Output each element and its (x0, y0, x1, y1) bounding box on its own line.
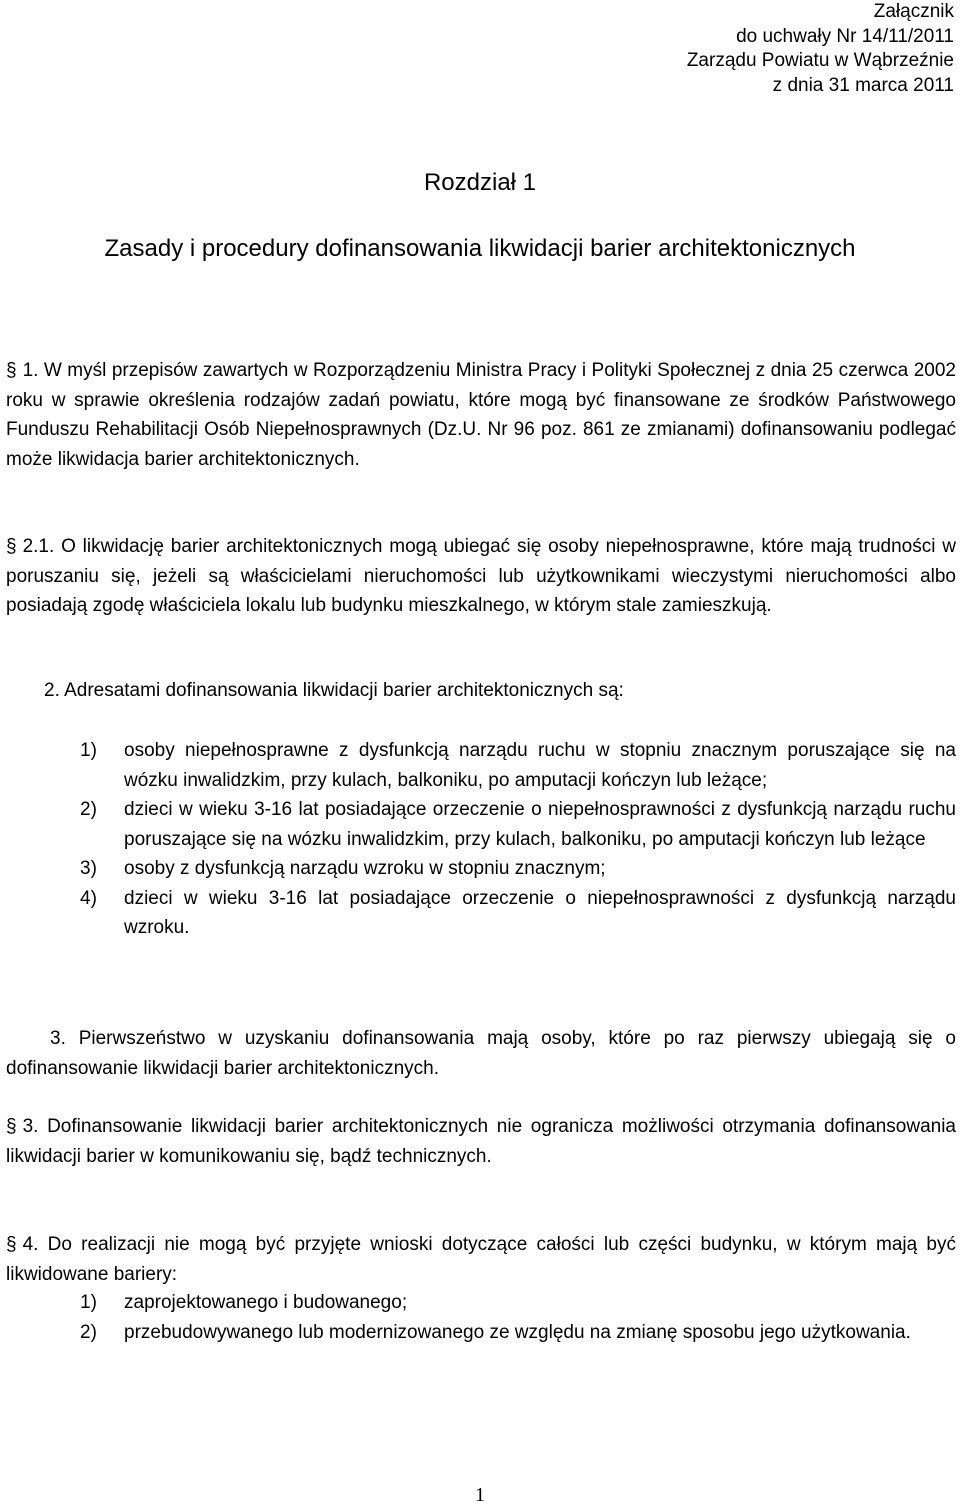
list-item-number: 2) (80, 799, 97, 820)
document-title: Zasady i procedury dofinansowania likwidacji barier architektonicznych (104, 235, 856, 262)
section-text: 3. Dofinansowanie likwidacji barier architektonicznych nie ogranicza możliwości otrzymania dofinansowania likwidacji barier w komunikowaniu się, bądź technicznych. (6, 1116, 956, 1167)
header-line: do uchwały Nr 14/11/2011 (736, 25, 954, 47)
attachment-header (687, 0, 954, 98)
page-number: 1 (475, 1484, 485, 1506)
section-text: 4. Do realizacji nie mogą być przyjęte wnioski dotyczące całości lub części budynku, w którym mają być likwidowane bariery: (6, 1234, 956, 1285)
list-item (80, 1318, 956, 1348)
list-item-text: dzieci w wieku 3-16 lat posiadające orzeczenie o niepełnosprawności z dysfunkcją narządu wzroku. (124, 887, 956, 938)
list-item (80, 1288, 956, 1318)
section-mark: § (6, 360, 17, 381)
section-text: 2.1. O likwidację barier architektonicznych mogą ubiegać się osoby niepełnosprawne, które mają trudności w poruszaniu się, jeżeli są właścicielami nieruchomości lub użytkownikami wieczystymi nieruchomości albo posiadają zgodę właściciela lokalu lub budynku mieszkalnego, w którym stale zamieszkują. (6, 536, 956, 616)
section-2-3: 3. Pierwszeństwo w uzyskaniu dofinansowania mają osoby, które po raz pierwszy ubiegają się o dofinansowanie likwidacji barier architektonicznych. (6, 1028, 956, 1079)
header-line: Zarządu Powiatu w Wąbrzeźnie (686, 50, 954, 71)
list-item-number: 1) (80, 1292, 97, 1313)
section-mark: § (6, 536, 17, 557)
section-mark: § (6, 1234, 17, 1255)
section-1 (6, 356, 956, 474)
section-3 (6, 1112, 956, 1171)
chapter-title: Rozdział 1 (423, 169, 537, 196)
list-item-number: 2) (80, 1321, 97, 1343)
list-item (80, 736, 956, 795)
list-item (80, 795, 956, 854)
building-types-list (80, 1288, 956, 1347)
list-item-number: 4) (80, 887, 97, 909)
list-item-text: przebudowywanego lub modernizowanego ze względu na zmianę sposobu jego użytkowania. (124, 1321, 911, 1343)
list-item-text: osoby niepełnosprawne z dysfunkcją narządu ruchu w stopniu znacznym poruszające się na wózku inwalidzkim, przy kulach, balkoniku, po amputacji kończyn lub leżące; (124, 740, 956, 791)
section-2-2-intro: 2. Adresatami dofinansowania likwidacji barier architektonicznych są: (44, 680, 624, 701)
list-item-number: 3) (80, 858, 97, 879)
section-mark: § (6, 1116, 17, 1137)
list-item-number: 1) (80, 740, 97, 761)
recipients-list (80, 736, 956, 943)
section-2-1 (6, 532, 956, 621)
header-line: z dnia 31 marca 2011 (772, 74, 954, 96)
section-4 (6, 1230, 956, 1289)
list-item (80, 884, 956, 943)
list-item-text: osoby z dysfunkcją narządu wzroku w stopniu znacznym; (124, 858, 606, 879)
list-item-text: dzieci w wieku 3-16 lat posiadające orzeczenie o niepełnosprawności z dysfunkcją narządu ruchu poruszające się na wózku inwalidzkim, przy kulach, balkoniku, po amputacji kończyn lub leżące (124, 799, 956, 850)
section-text: 1. W myśl przepisów zawartych w Rozporządzeniu Ministra Pracy i Polityki Społecznej z dnia 25 czerwca 2002 roku w sprawie określenia rodzajów zadań powiatu, które mogą być finansowane ze środków Państwowego Funduszu Rehabilitacji Osób Niepełnosprawnych (Dz.U. Nr 96 poz. 861 ze zmianami) dofinansowaniu podlegać może likwidacja barier architektonicznych. (6, 360, 956, 470)
list-item (80, 854, 956, 884)
list-item-text: zaprojektowanego i budowanego; (124, 1292, 408, 1313)
header-line: Załącznik (873, 1, 954, 22)
